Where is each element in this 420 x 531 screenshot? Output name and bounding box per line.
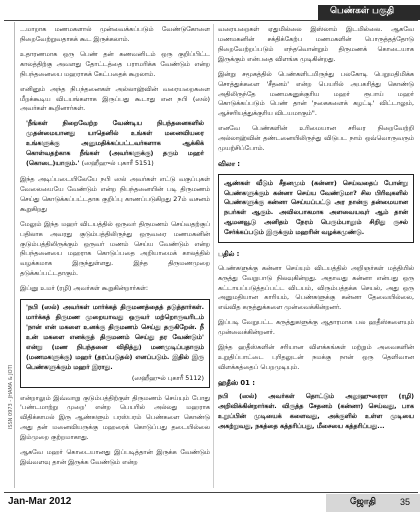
paragraph: மேலும் இந்த மஹர் விடயத்தில் ஒருவர் திருமணம் செய்வதற்குப் பதிலாக அவரது குடும்பத்திலிருந்து ஒருவரை மணமகனின் குடும்பத்திலிருக்கும் ஒருவர் மணம் செய்ய வேண்டும் என்ற நிபந்தனையை மஹராக கொடுப்பதை அறியாமைக் காலத்தில் வழக்கமாக இருந்துள்ளது. இந்த திருமணமுறை தடுக்கப்பட்டதாகும்.: [20, 219, 210, 278]
paragraph: இந்த அடிப்படையிலேயே நபி ஸல் அவர்கள் எட்டு வகுப்புகள் வேலையையே வேண்டும் என்ற நிபந்தனையின் படி திருமணம் செய்து கொடுக்கப்பட்டதாக குறிப்பு காணப்படுகிறது 27ம் வசனம் கூறுகிறது: [20, 174, 210, 213]
issue-date: Jan-Mar 2012: [8, 496, 72, 507]
box-text: 'நபி (ஸல்) அவர்கள் மார்க்கத் திருமணத்தைத் தடுத்தார்கள். மார்க்கத் திருமண முறையாவது ஒருவர் மற்றொருவரிடம் 'நான் என் மகளை உனக்கு திருமணம் செய்து தருகிறேன். நீ உன் மகளை எனக்குத் திருமணம் செய்து தர வேண்டும்' என்று (மண நிபந்தனை விதித்து) மணமுடிப்பதாகும் (மணமகளுக்கு) மஹர் (தரப்படுதல்) எனப்படும். இதில் இரு பெண்களுக்கும் மஹர் இராது.: [26, 303, 204, 371]
magazine-logo: ஜோதி: [350, 497, 376, 507]
left-column: [20, 25, 210, 488]
paragraph: எனினும் அந்த நிபந்தனைகள் அல்லாஹ்வின் வரையறைகளை மீறக்கூடிய விடயங்களாக இருப்பது கூடாது என நபி (ஸல்) அவர்கள் கூறினார்கள்.: [20, 84, 210, 113]
question-box: ஆண்கள் வீடும் சீதனமும் (கன்னா) செய்வதைப் போன்று பெண்களுக்கும் கன்னா செய்ய வேண்டுமா? சில பிரிவுகளில் பெண்களுக்கு கன்னா செய்யப்பட்டு அர நான்கு தன்மையான நபர்கள் ஆகும். அவிலபாகமாக அளவையவுர் ஆம் தான் ஆமனவூடு அனிதம் நேரம் பெரும்பாலும் சிறிது ருசல் சேர்க்கப்படும் இருக்கும் மஹரின் வழக்கமுண்டு.: [218, 174, 414, 244]
paragraph: ...மாறாக மணமகளால் முன்வைக்கப்படும் வேண்டுகோளை நிறைவேற்றுவதாகக் கூட இருக்கலாம்.: [20, 25, 210, 43]
quote-reference: (ஸஹீஹுல் புகாரீ 5151): [81, 159, 154, 168]
hadith-box: [20, 299, 210, 387]
quote-text: 'நீங்கள் நிறைவேற்ற வேண்டிய நிபந்தனைகளில் முதன்மையானது யாதெனில் உங்கள் மனைவியரை உங்களுக்கு அனுமதிக்கப்பட்டவர்களாக ஆக்கிக் கொள்வதற்காக நீங்கள் (அவர்களுக்கு) தரும் மஹர் (கொடை)யாகும்.': [26, 119, 204, 168]
box-reference: (ஸஹீஹுல் புகாரீ 5112): [131, 373, 204, 382]
spine-rule: [14, 22, 15, 488]
paragraph: உதாரணமாக ஒரு பெண் தன் கணவனிடம் ஒரு குறிப்பிட்ட காலத்திற்கு அவளது தோட்டத்தை பராமரிக்க வேண்டும் என்ற நிபந்தனையை மஹராகக் கேட்பதைக் கூறலாம்.: [20, 49, 210, 78]
paragraph: நபி (ஸல்) அவர்கள் தொட்டும் அலூஹுரைரா (ரழி) அறிவிக்கின்றார்கள். விருத்த சேதனம் (கன்னா) செய்வது, பாக உறுப்பின் முடியைக் களைவது, அக்குளில் உள்ள முடியை அகற்றுவது, நகத்தை கத்தரிப்பது, மீசையை கத்தரிப்பது...: [218, 392, 414, 431]
paragraph: பெண்களுக்கு கன்னா செய்யும் விடயத்தில் அறிஞர்கள் மத்தியில் கருத்து வேறுபாடு நிலவுகின்றது. அதாவது கன்னா என்பது ஒரு கட்டாயப்படுத்தப்பட்ட விடயம், விரும்பத்தக்க செயல், அது ஒரு அனுமதியான காரியம், பெண்களுக்கு கன்னா தேவையில்லை, எவ்வித கருத்துக்களை முன்வைக்கின்றனர்.: [218, 263, 414, 312]
hadith-heading: ஹதீஸ் 01 :: [218, 378, 255, 387]
header-rule: [4, 20, 418, 21]
paragraph: இப்படி வேறுபட்ட கருத்துகளுக்கு ஆதாரமாக பல ஹதீஸ்களையும் முன்வைக்கின்றனர்.: [218, 318, 414, 337]
paragraph: இந்த ஹதீஸ்களின் சரியான விளக்கங்கள் மற்றும் அவைகளின் உறுதிப்பாட்டை புரிதலுடன் நமக்கு நான் ஒரு தெளிவான விளக்கத்தைப் பெறமுடியும்.: [218, 343, 414, 371]
right-column: [218, 25, 414, 488]
column-divider: [213, 24, 214, 488]
paragraph: ஆகவே மஹர் கொடையானது இப்படித்தான் இருக்க வேண்டும் இவ்வளவு தான் இருக்க வேண்டும் என்ற: [20, 448, 210, 467]
paragraph: எனவே பெண்களின் உரிமையான சரிவர நிறைவேற்றி அல்லாஹ்வின் தண்டனையிலிருந்து விடுபட நாம் ஒவ்வொருவரும் முயற்சிப்போம்.: [218, 124, 414, 153]
answer-heading: பதில் :: [218, 250, 240, 259]
paragraph: என்றாலும் இவ்வாறு குடும்பத்திற்குள் திருமணம் செய்யும் போது 'பண்டமாற்று முறை' என்ற பெயரில் அல்லது மஹராக விதிக்காமல் இரு ஆண்களும் பரஸ்பரம் பெண்களை கொண்டு அது தன் மனைவியருக்கு மஹரைக் கொடுப்பது தடையில்லை இம்முறை குற்றமாகாது.: [20, 393, 210, 442]
page-number: 35: [400, 497, 411, 507]
spine-text: ISSN 0973 - JHAMA & JOTI: [8, 364, 14, 430]
paragraph: இன்று சமூகத்தில் பெண்களிடமிருந்து பலகோடி பெறுமதிமிக்க சொத்துக்களை 'சீதனம்' என்ற பெயரில் அபகரித்து கொண்டு அதிலிருந்தே மணமகனுக்குரிய மஹர் ரூபாய் மஹர் கொடுக்கப்படும் பெண் தான் 'நகைகளைக் கழட்டி' விட்டாலும், ஆச்சரியத்துக்குரிய விடயமாகும்".: [218, 69, 414, 118]
spine: [3, 330, 13, 480]
footer-rule: [4, 492, 418, 493]
section-title: பெண்கள் பகுதி: [330, 6, 395, 16]
paragraph: இப்னு உமர் (ரழி) அவர்கள் கூறுகின்றார்கள்:: [20, 284, 148, 293]
question-heading: விலா :: [218, 160, 241, 169]
hadith-quote: [26, 119, 204, 169]
paragraph: வரையறைகள் ஏதுமில்லை இஸ்லாம் இடமில்லை. ஆகவே மணமகனின் சக்திக்கேற்ப மணமகளின் பொருத்தத்தோடு நிறைவேற்றப்படும் எந்தவொன்றும் திருமணக் கொடையாக இருக்கும் என்பதை விளங்க முடிகின்றது.: [218, 25, 414, 63]
